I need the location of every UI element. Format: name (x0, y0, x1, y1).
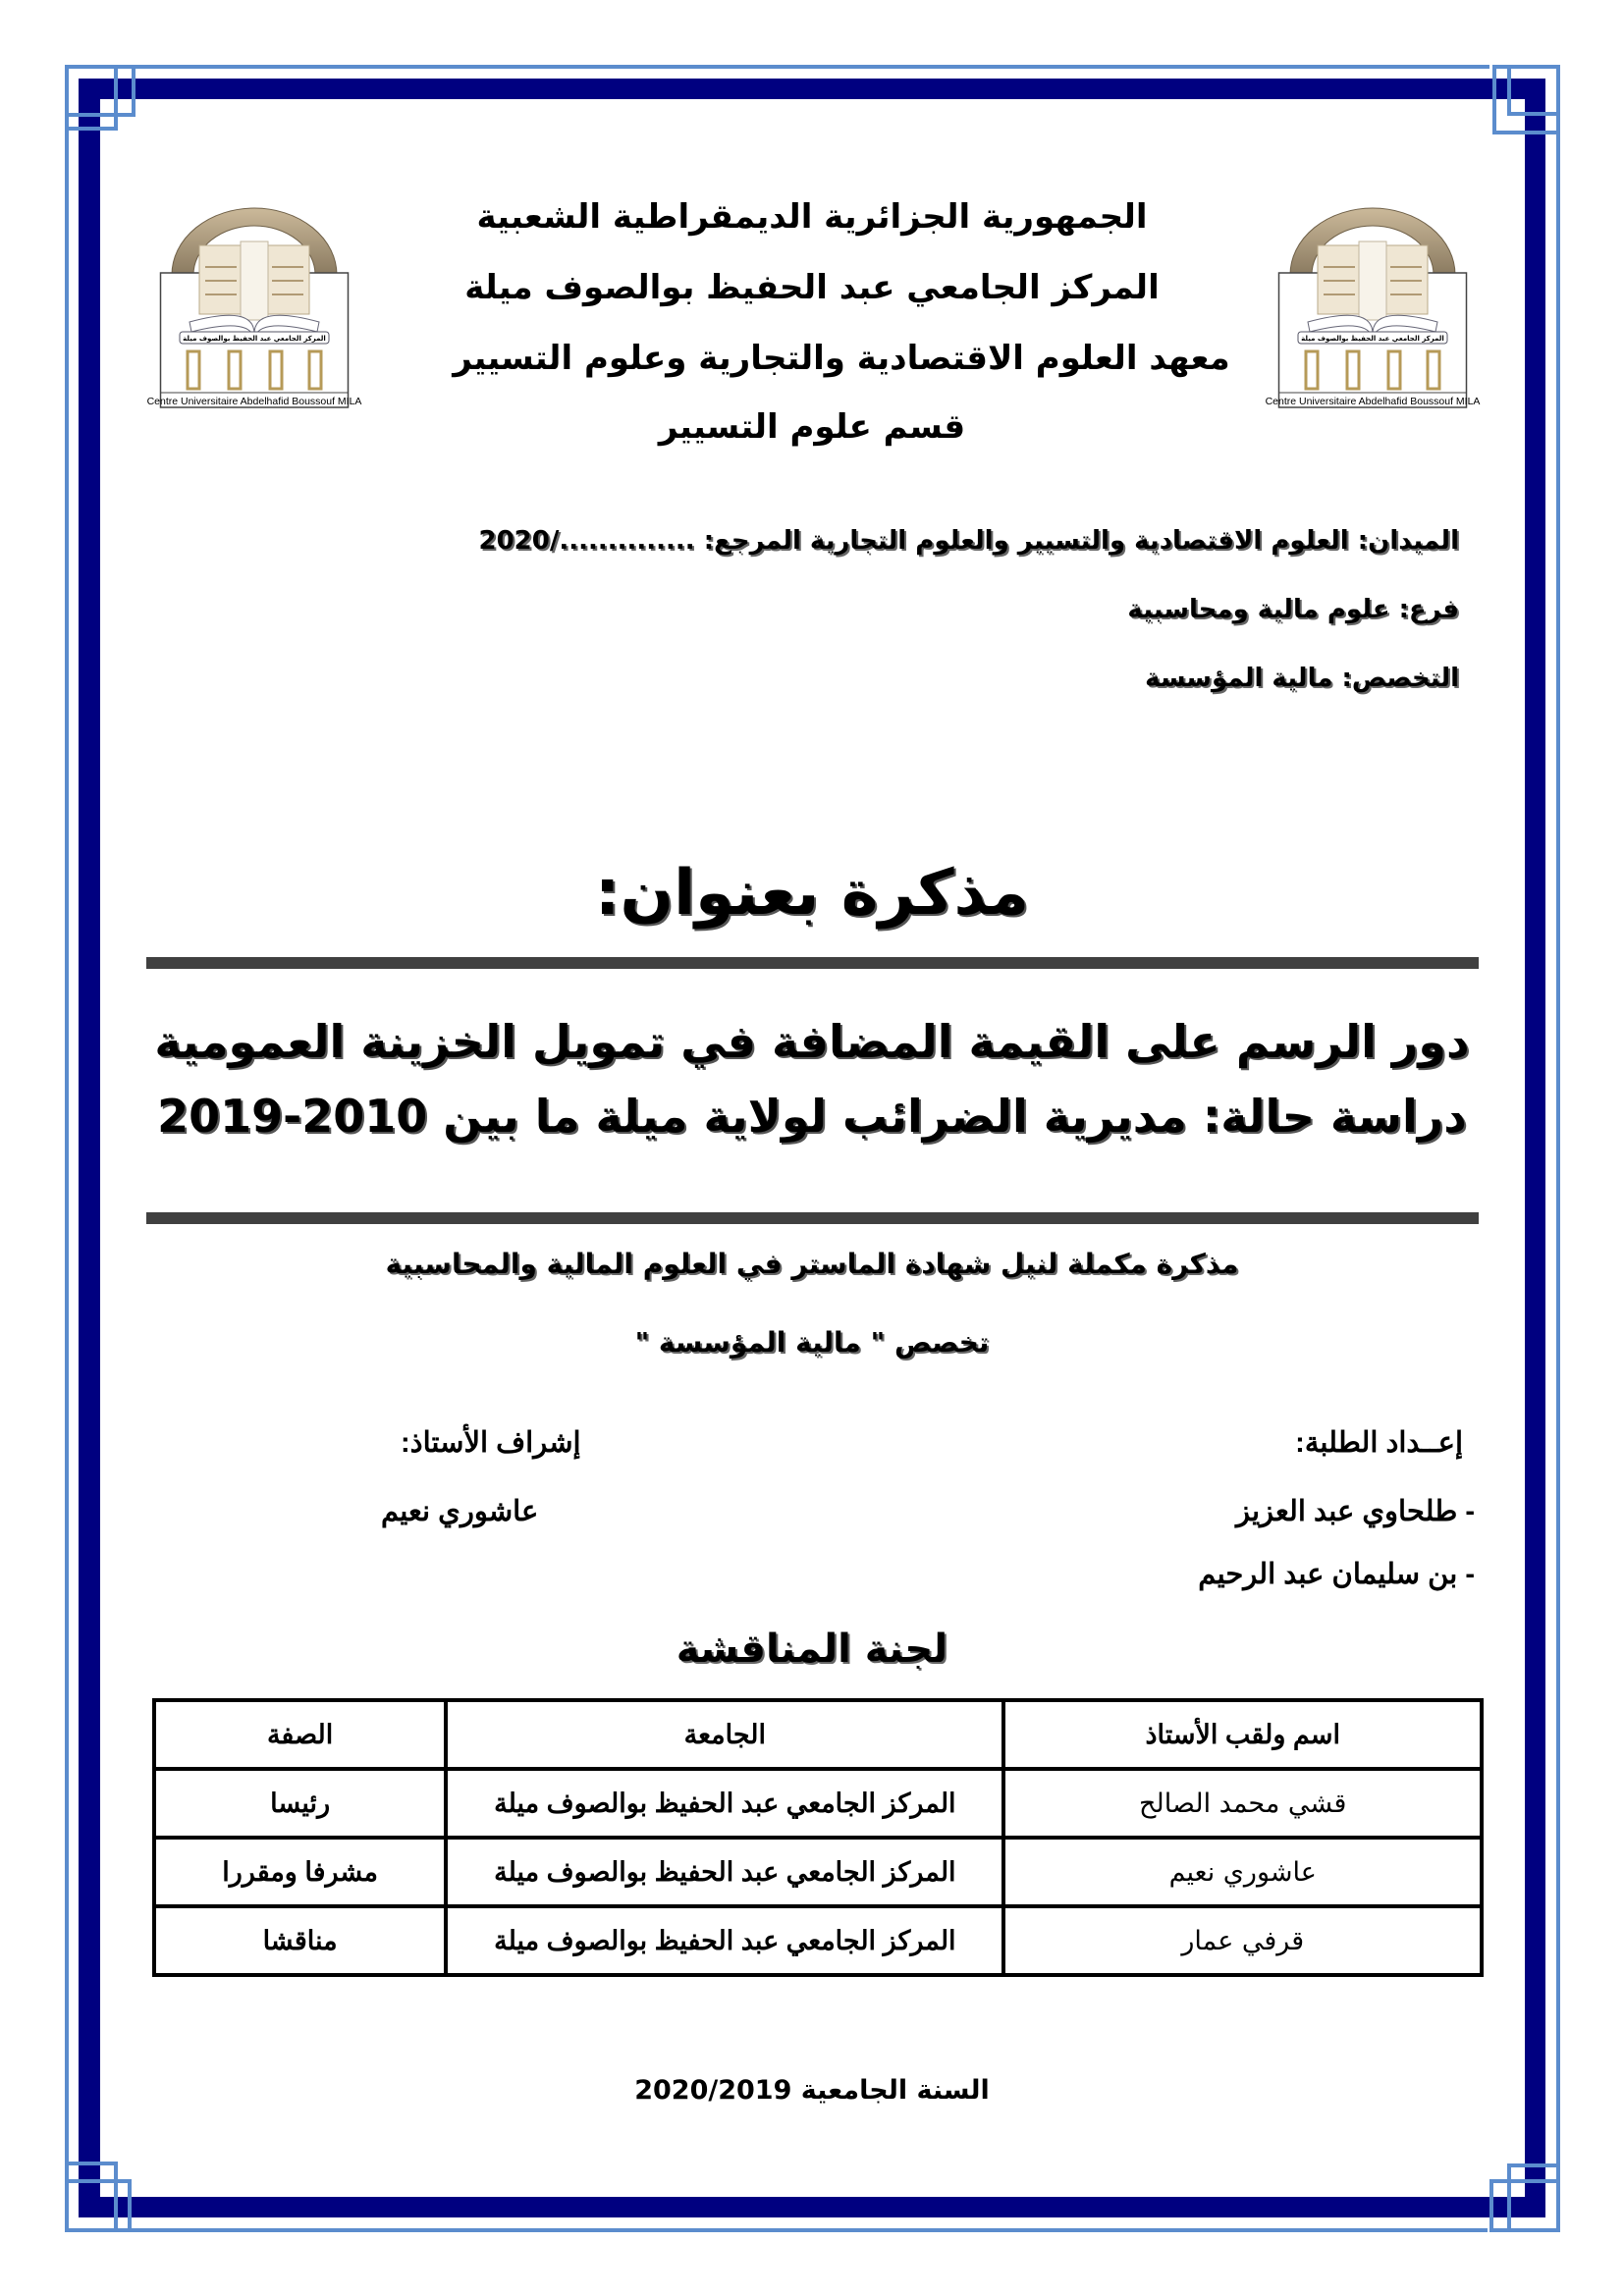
field-specialty: التخصص: مالية المؤسسة (1145, 664, 1459, 693)
member-role: مشرفا ومقررا (154, 1838, 446, 1906)
member-university: المركز الجامعي عبد الحفيظ بوالصوف ميلة (446, 1906, 1003, 1975)
academic-year: السنة الجامعية 2020/2019 (634, 2075, 990, 2106)
table-row (154, 1769, 1482, 1838)
thesis-title-line2: دراسة حالة: مديرية الضرائب لولاية ميلة ما بين 2010-2019 (157, 1090, 1467, 1143)
column-header-university: الجامعة (446, 1700, 1003, 1769)
logo-french-caption: Centre Universitaire Abdelhafid Boussouf MILA (146, 396, 362, 407)
member-university: المركز الجامعي عبد الحفيظ بوالصوف ميلة (446, 1769, 1003, 1838)
table-header-row (154, 1700, 1482, 1769)
university-logo-icon (1265, 206, 1481, 410)
students-label: إعــداد الطلبة: (1295, 1427, 1463, 1459)
corner-ornament-top-right-b (1492, 65, 1560, 134)
border-navy-bottom (79, 2197, 1545, 2217)
memo-heading: مذكرة بعنوان: (594, 857, 1030, 930)
border-line-bottom (131, 2228, 1488, 2232)
border-line-right (1556, 133, 1560, 2164)
border-line-left (65, 129, 69, 2163)
border-line-top (134, 65, 1489, 69)
corner-ornament-top-left-b (65, 65, 135, 117)
member-role: رئيسا (154, 1769, 446, 1838)
border-navy-right (1525, 79, 1545, 2217)
university-logo-right (1265, 206, 1481, 410)
student-name-2: - بن سليمان عبد الرحيم (1198, 1559, 1475, 1590)
column-header-role: الصفة (154, 1700, 446, 1769)
member-name: عاشوري نعيم (1003, 1838, 1482, 1906)
committee-table (152, 1698, 1484, 1977)
border-navy-left (79, 79, 100, 2217)
logo-arabic-caption: المركز الجامعي عبد الحفيظ بوالصوف ميلة (1301, 335, 1444, 343)
field-branch: فرع: علوم مالية ومحاسبية (1127, 595, 1459, 624)
header-department: قسم علوم التسيير (658, 407, 966, 447)
member-name: قشي محمد الصالح (1003, 1769, 1482, 1838)
corner-ornament-bottom-left-b (65, 2179, 132, 2232)
border-navy-top (79, 79, 1545, 99)
field-domain: الميدان: العلوم الاقتصادية والتسيير والعلوم التجارية المرجع: ............../2020 (478, 526, 1459, 556)
university-logo-icon (146, 206, 362, 410)
logo-french-caption: Centre Universitaire Abdelhafid Boussouf MILA (1265, 396, 1481, 407)
committee-title: لجنة المناقشة (676, 1627, 948, 1672)
member-university: المركز الجامعي عبد الحفيظ بوالصوف ميلة (446, 1838, 1003, 1906)
member-role: مناقشا (154, 1906, 446, 1975)
column-header-name: اسم ولقب الأستاذ (1003, 1700, 1482, 1769)
header-institute: معهد العلوم الاقتصادية والتجارية وعلوم التسيير (453, 339, 1230, 378)
table-row (154, 1838, 1482, 1906)
supervisor-name: عاشوري نعيم (381, 1496, 539, 1527)
thesis-title-line1: دور الرسم على القيمة المضافة في تمويل الخزينة العمومية (154, 1015, 1470, 1068)
supervisor-label: إشراف الأستاذ: (401, 1427, 581, 1459)
table-row (154, 1906, 1482, 1975)
student-name-1: - طلحاوي عبد العزيز (1235, 1496, 1475, 1527)
degree-line1: مذكرة مكملة لنيل شهادة الماستر في العلوم المالية والمحاسبية (385, 1248, 1239, 1280)
header-country: الجمهورية الجزائرية الديمقراطية الشعبية (476, 197, 1148, 237)
university-logo-left (146, 206, 362, 410)
degree-line2: تخصص " مالية المؤسسة " (634, 1326, 990, 1359)
title-rule-top (146, 957, 1479, 969)
title-rule-bottom (146, 1212, 1479, 1224)
member-name: قرفي عمار (1003, 1906, 1482, 1975)
header-university: المركز الجامعي عبد الحفيظ بوالصوف ميلة (464, 268, 1160, 307)
corner-ornament-bottom-right-b (1489, 2179, 1560, 2232)
logo-arabic-caption: المركز الجامعي عبد الحفيظ بوالصوف ميلة (183, 335, 326, 343)
